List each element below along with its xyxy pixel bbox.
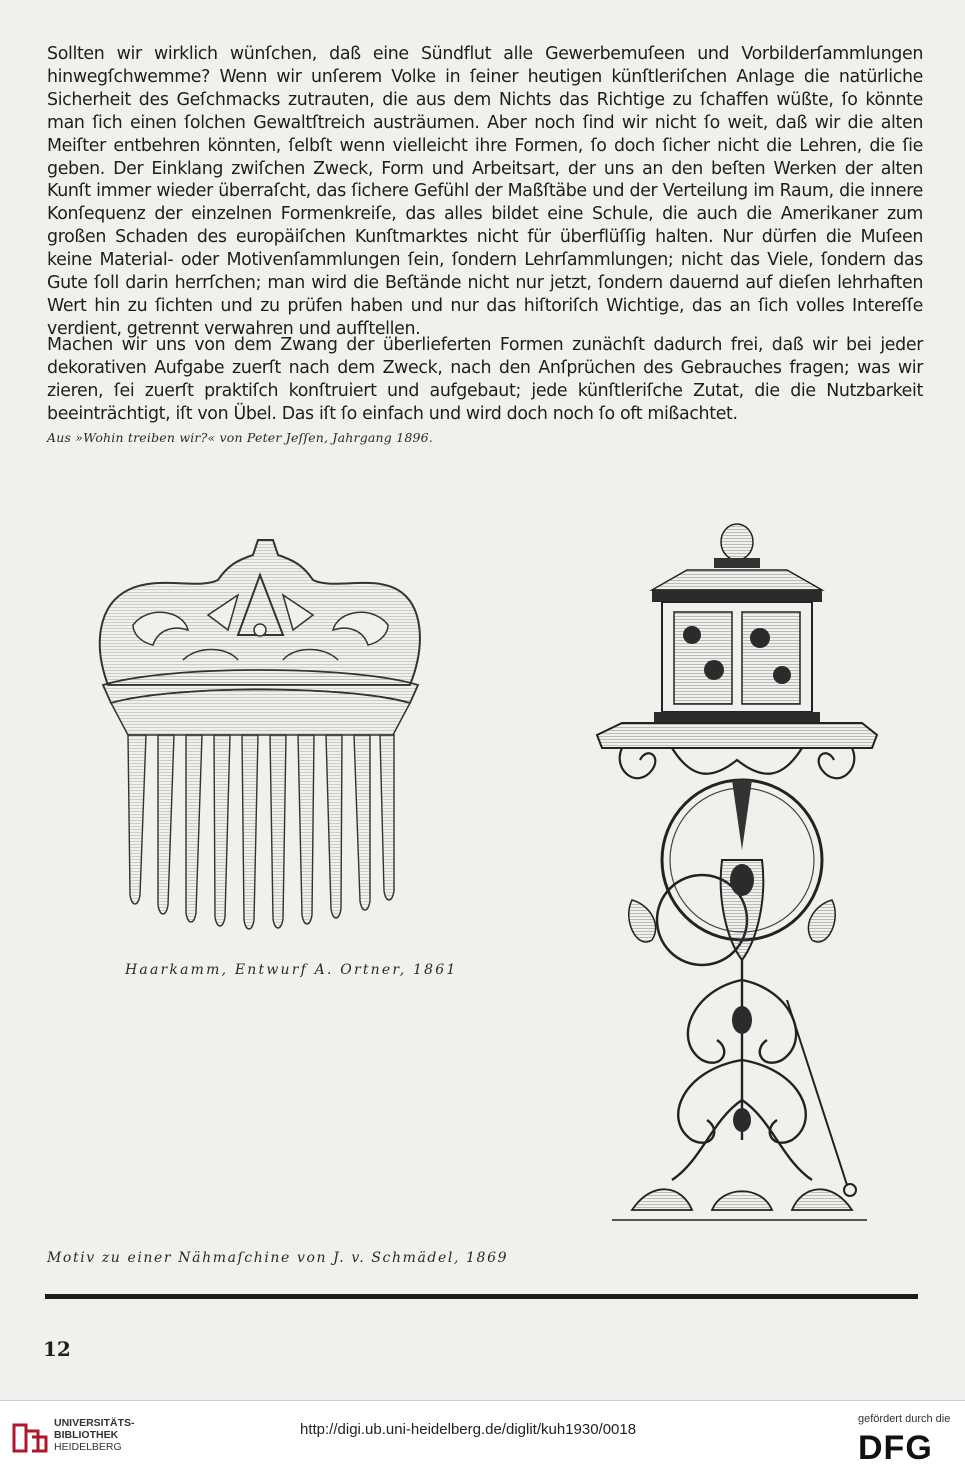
library-name[interactable] [54,1417,135,1453]
hair-comb-illustration [88,535,433,935]
machine-caption: Motiv zu einer Nähmaſchine von J. v. Schmädel, 1869 [47,1250,509,1266]
page-url-link[interactable]: http://digi.ub.uni-heidelberg.de/diglit/kuh1930/0018 [300,1421,637,1438]
dfg-logo[interactable]: DFG [858,1429,933,1467]
library-name-line3: HEIDELBERG [54,1441,122,1453]
comb-caption: Haarkamm, Entwurf A. Ortner, 1861 [125,962,458,978]
paragraph-2: Machen wir uns von dem Zwang der überlieferten Formen zunächſt dadurch frei, daß wir bei jeder dekorativen Aufgabe zuerſt nach dem Zweck, nach den Anſprüchen des Gebrauches fragen; was wir zieren, ſei zuerſt praktiſch konſtruiert und aufgebaut; jede künſtleriſche Zutat, die die Nutzbarkeit beeinträchtigt, iſt von Übel. Das iſt ſo einfach und wird doch noch ſo oft mißachtet. [47,335,923,424]
source-caption: Aus »Wohin treiben wir?« von Peter Jeſſen, Jahrgang 1896. [47,430,433,445]
paragraph-1: Sollten wir wirklich wünſchen, daß eine Sündflut alle Gewerbemuſeen und Vorbilderſammlungen hinwegſchwemme? Wenn wir unſerem Volke in ſeiner heutigen künſtleriſchen Anlage die natürliche Sicherheit des Geſchmacks zutrauten, die aus dem Nichts das Richtige zu ſchaffen wüßte, ſo könnte man ſich einen ſolchen Gewaltſtreich austräumen. Aber noch ſind wir nicht ſo weit, daß wir die alten Meiſter entbehren könnten, ſelbſt wenn vielleicht ihre Formen, ſo doch ſicher nicht die Lehren, die ſie geben. Der Einklang zwiſchen Zweck, Form und Arbeitsart, der uns an den beſten Werken der alten Kunſt immer wieder überraſcht, das ſichere Gefühl der Maßſtäbe und der Verteilung im Raum, die innere Konſequenz der einzelnen Formenkreiſe, das alles bildet eine Schule, die auch die Amerikaner zum großen Schaden des europäiſchen Kunſtmarktes nicht für überflüſſig halten. Nur dürfen die Muſeen keine Material- oder Motivenſammlungen ſein, ſondern Lehrſammlungen; nicht das Viele, ſondern das Gute ſoll darin herrſchen; man wird die Beſtände nicht nur jetzt, ſondern dauernd auf dieſen lehrhaften Wert hin zu ſichten und zu prüfen haben und nur das hiſtoriſch Wichtige, das an ſich volles Intereſſe verdient, getrennt verwahren und aufſtellen. [47,44,923,339]
library-name-line1: UNIVERSITÄTS- [54,1417,135,1429]
ub-heidelberg-logo-icon[interactable] [12,1421,48,1455]
library-name-line2: BIBLIOTHEK [54,1429,119,1441]
sponsor-label: gefördert durch die [858,1413,951,1425]
footer-bar [0,1400,965,1474]
sewing-machine-illustration [592,520,882,1240]
page-number: 12 [43,1337,71,1361]
bottom-rule [45,1294,918,1299]
